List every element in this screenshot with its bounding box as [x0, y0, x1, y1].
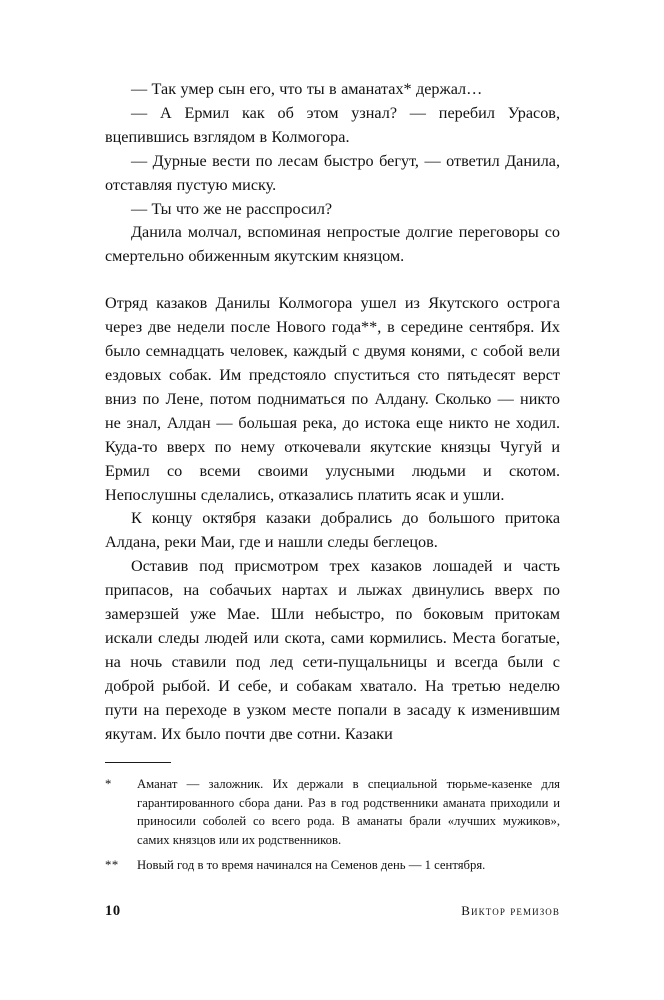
- footnote-marker: *: [105, 777, 112, 791]
- footnote-text: Новый год в то время начинался на Семенов день — 1 сентября.: [137, 858, 486, 873]
- paragraph-dialogue-4: — Ты что же не расспросил?: [131, 199, 333, 218]
- running-head-author: виктор ремизов: [461, 903, 560, 918]
- footnotes-area: [105, 762, 560, 875]
- paragraph-dialogue-1: — Так умер сын его, что ты в аманатах* держал…: [131, 80, 483, 98]
- footnote-item-2: [105, 856, 560, 875]
- running-foot: [105, 903, 560, 920]
- footnote-text: Аманат — заложник. Их держали в специальной тюрьме-казенке для гарантированного сбора дани. Раз в год родственники аманата приходили и приносили соболей со всего рода. В аманаты брали «лучших мужиков», самих князцов или их родственников.: [137, 777, 560, 847]
- paragraph-narrative-3: Оставив под присмотром трех казаков лошадей и часть припасов, на собачьих нартах и лыжах двинулись вверх по замерзшей уже Мае. Шли небыстро, по боковым притокам искали следы людей или скота, сами кормились. Места богатые, на ночь ставили под лед сети-пущальницы и всегда были с доброй рыбой. И себе, и собакам хватало. На третью неделю пути на переходе в узком месте попали в засаду к изменившим якутам. Их было почти две сотни. Казаки: [105, 557, 560, 743]
- body-text-block: [105, 78, 560, 746]
- paragraph-dialogue-5: Данила молчал, вспоминая непростые долгие переговоры со смертельно обиженным якутским князцом.: [105, 223, 560, 266]
- footnote-separator-rule: [105, 762, 171, 763]
- paragraph-dialogue-2: — А Ермил как об этом узнал? — перебил Урасов, вцепившись взглядом в Колмогора.: [105, 103, 560, 146]
- paragraph-narrative-2: К концу октября казаки добрались до большого притока Алдана, реки Маи, где и нашли следы беглецов.: [105, 509, 560, 552]
- footnote-item-1: [105, 775, 560, 849]
- page-number: 10: [105, 903, 121, 919]
- footnote-marker: **: [105, 858, 119, 873]
- section-break: [105, 269, 560, 292]
- paragraph-dialogue-3: — Дурные вести по лесам быстро бегут, — ответил Данила, отставляя пустую миску.: [105, 151, 560, 194]
- paragraph-narrative-1: Отряд казаков Данилы Колмогора ушел из Якутского острога через две недели после Нового года**, в середине сентября. Их было семнадцать человек, каждый с двумя конями, с собой вели ездовых собак. Им предстояло спуститься сто пятьдесят верст вниз по Лене, потом подниматься по Алдану. Сколько — никто не знал, Алдан — большая река, до истока еще никто не ходил. Куда-то вверх по нему откочевали якутские князцы Чугуй и Ермил со всеми своими улусными людьми и скотом. Непослушны сделались, отказались платить ясак и ушли.: [105, 294, 560, 504]
